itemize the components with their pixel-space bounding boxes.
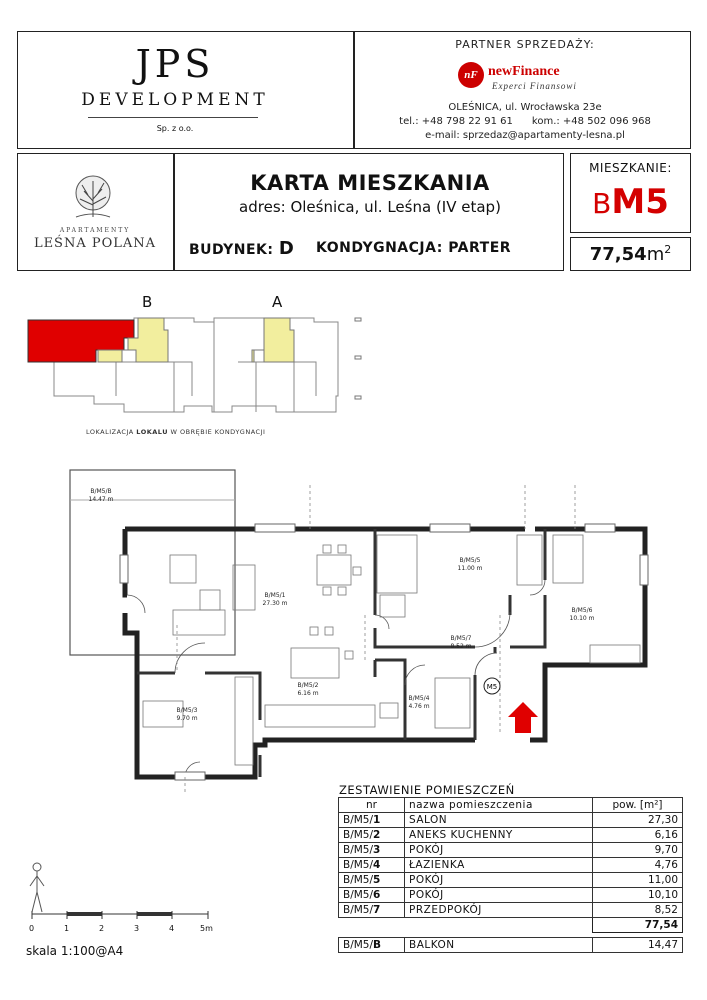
area-value: 77,54 <box>589 244 647 265</box>
room-name: PRZEDPOKÓJ <box>405 903 593 918</box>
scale-ticks <box>20 924 220 936</box>
company-logo-name: JPS <box>135 42 215 86</box>
room-area: 27,30 <box>593 813 683 828</box>
room-2-area: 6.16 m <box>297 690 319 697</box>
room-7-id: B/M5/7 <box>450 635 472 642</box>
scale-bar <box>28 910 213 924</box>
location-label-b: B <box>142 293 153 311</box>
room-b-id: B/M5/B <box>90 488 112 495</box>
partner-name: newFinance <box>488 64 560 79</box>
header-area: pow. [m²] <box>593 798 683 813</box>
room-area: 4,76 <box>593 858 683 873</box>
building-label: BUDYNEK: <box>189 242 274 258</box>
room-7-area: 8.52 m <box>450 643 472 650</box>
brand-name: LEŚNA POLANA <box>33 236 157 251</box>
table-row <box>339 858 683 873</box>
table-header-row <box>339 798 683 813</box>
location-note-pre: LOKALIZACJA <box>86 428 137 436</box>
partner-logo <box>458 60 598 94</box>
room-nr <box>339 813 405 828</box>
room-1-area: 27.30 m <box>262 600 288 607</box>
room-nr-prefix: B/M5/ <box>343 904 374 916</box>
room-6-id: B/M5/6 <box>571 607 593 614</box>
room-area: 10,10 <box>593 888 683 903</box>
room-3-area: 9.70 m <box>176 715 198 722</box>
scale-tick-2: 2 <box>99 924 105 933</box>
balcony-nr-num: B <box>373 939 382 951</box>
area-sup: 2 <box>664 243 672 256</box>
floor-label: KONDYGNACJA: <box>316 240 443 256</box>
room-3-id: B/M5/3 <box>176 707 198 714</box>
room-nr <box>339 903 405 918</box>
balcony-area: 14,47 <box>593 938 683 953</box>
table-row <box>339 813 683 828</box>
entrance-arrow-icon <box>508 702 538 733</box>
scale-tick-3: 3 <box>134 924 140 933</box>
apartment-label: MIESZKANIE: <box>589 161 672 175</box>
apartment-number: M5 <box>611 182 669 222</box>
card-address: adres: Oleśnica, ul. Leśna (IV etap) <box>239 198 501 216</box>
header-name: nazwa pomieszczenia <box>405 798 593 813</box>
room-nr-num: 6 <box>373 889 381 901</box>
card-title: KARTA MIESZKANIA <box>250 171 490 195</box>
company-logo-sub: DEVELOPMENT <box>81 90 269 110</box>
room-area: 9,70 <box>593 843 683 858</box>
room-name: POKÓJ <box>405 843 593 858</box>
room-4-id: B/M5/4 <box>408 695 430 702</box>
area-unit: m <box>646 244 665 265</box>
partner-label: PARTNER SPRZEDAŻY: <box>455 38 595 51</box>
total-area: 77,54 <box>593 918 683 933</box>
table-total-row <box>339 918 683 933</box>
table-row <box>339 873 683 888</box>
room-nr-prefix: B/M5/ <box>343 829 374 841</box>
logo-underline <box>88 117 258 118</box>
person-silhouette-icon <box>26 862 48 914</box>
room-b-area: 14.47 m <box>88 496 114 503</box>
location-note <box>86 428 265 436</box>
partner-email[interactable]: e-mail: sprzedaz@apartamenty-lesna.pl <box>425 130 625 141</box>
room-name: ŁAZIENKA <box>405 858 593 873</box>
room-name: POKÓJ <box>405 873 593 888</box>
room-nr <box>339 858 405 873</box>
table-row <box>339 843 683 858</box>
room-area: 8,52 <box>593 903 683 918</box>
room-nr-num: 2 <box>373 829 381 841</box>
building-info <box>189 238 294 259</box>
partner-phone: tel.: +48 798 22 91 61 kom.: +48 502 096 968 <box>399 116 651 127</box>
header-divider <box>353 31 355 149</box>
floor-value: PARTER <box>448 240 512 256</box>
table-row <box>339 888 683 903</box>
room-area: 6,16 <box>593 828 683 843</box>
scale-tick-1: 1 <box>64 924 70 933</box>
room-nr-prefix: B/M5/ <box>343 844 374 856</box>
entrance-label: M5 <box>486 683 498 691</box>
room-nr-prefix: B/M5/ <box>343 859 374 871</box>
table-title: ZESTAWIENIE POMIESZCZEŃ <box>339 783 515 797</box>
room-nr <box>339 873 405 888</box>
room-nr-prefix: B/M5/ <box>343 874 374 886</box>
room-6-area: 10.10 m <box>569 615 595 622</box>
balcony-nr <box>339 938 405 953</box>
room-name: SALON <box>405 813 593 828</box>
building-value: D <box>278 238 295 259</box>
scale-tick-5: 5m <box>200 924 213 933</box>
rooms-table <box>338 797 683 933</box>
room-5-area: 11.00 m <box>457 565 483 572</box>
table-row <box>339 828 683 843</box>
room-4-area: 4.76 m <box>408 703 430 710</box>
room-nr-prefix: B/M5/ <box>343 814 374 826</box>
balcony-row <box>339 938 683 953</box>
tree-logo-icon <box>62 173 124 221</box>
room-1-id: B/M5/1 <box>264 592 286 599</box>
balcony-nr-prefix: B/M5/ <box>343 939 374 951</box>
floor-plan <box>55 455 665 800</box>
partner-address: OLEŚNICA, ul. Wrocławska 23e <box>448 102 602 113</box>
location-note-bold: LOKALU <box>136 428 168 436</box>
room-2-id: B/M5/2 <box>297 682 319 689</box>
partner-tagline: Experci Finansowi <box>492 81 577 91</box>
room-nr-num: 4 <box>373 859 381 871</box>
apartment-code <box>570 182 691 222</box>
location-diagram <box>24 310 374 415</box>
partner-logo-mark: nF <box>458 62 484 88</box>
floor-info <box>316 240 511 256</box>
table-row <box>339 903 683 918</box>
scale-text: skala 1:100@A4 <box>26 944 124 958</box>
location-note-post: W OBRĘBIE KONDYGNACJI <box>167 428 266 436</box>
room-nr-num: 1 <box>373 814 381 826</box>
header-nr: nr <box>339 798 405 813</box>
apartment-area <box>570 243 691 265</box>
scale-tick-0: 0 <box>29 924 35 933</box>
brand-top: APARTAMENTY <box>59 227 131 234</box>
apartment-prefix: B <box>592 187 612 220</box>
room-nr-num: 5 <box>373 874 381 886</box>
room-nr <box>339 888 405 903</box>
room-5-id: B/M5/5 <box>459 557 481 564</box>
room-nr-num: 3 <box>373 844 381 856</box>
room-name: POKÓJ <box>405 888 593 903</box>
room-name: ANEKS KUCHENNY <box>405 828 593 843</box>
room-nr-prefix: B/M5/ <box>343 889 374 901</box>
room-nr <box>339 828 405 843</box>
company-form: Sp. z o.o. <box>156 124 194 133</box>
scale-tick-4: 4 <box>169 924 175 933</box>
room-nr <box>339 843 405 858</box>
balcony-table <box>338 937 683 953</box>
balcony-name: BALKON <box>405 938 593 953</box>
room-nr-num: 7 <box>373 904 381 916</box>
room-area: 11,00 <box>593 873 683 888</box>
location-label-a: A <box>272 293 283 311</box>
